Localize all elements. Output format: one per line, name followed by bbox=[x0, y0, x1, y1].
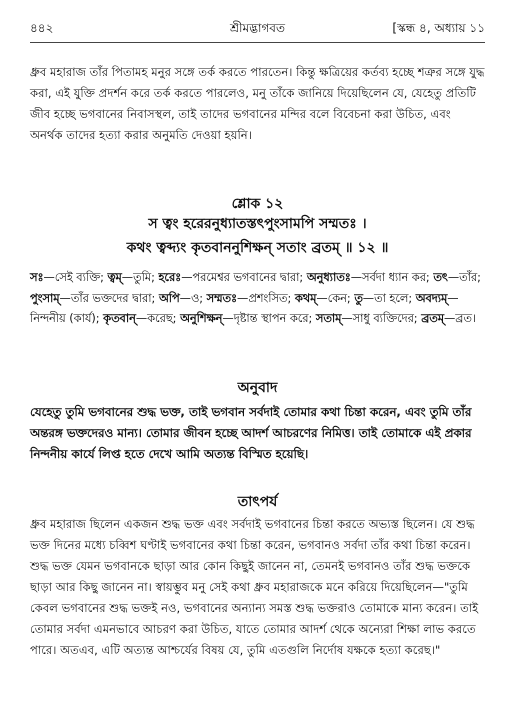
synonym-word: ব্রতম্ bbox=[421, 312, 444, 325]
verse-line: স ত্বং হরেরনুধ্যাতস্তৎপুংসামপি সম্মতঃ । bbox=[148, 216, 367, 232]
synonym-meaning: —সাধু ব্যক্তিদের; bbox=[341, 312, 422, 325]
section-reference: [স্কন্ধ ৪, অধ্যায় ১১ bbox=[392, 21, 485, 35]
translation-paragraph: যেহেতু তুমি ভগবানের শুদ্ধ ভক্ত, তাই ভগবান সর্বদাই তোমার কথা চিন্তা করেন, এবং তুমি তাঁর অন্তরঙ্গ ভক্তদেরও মান্য। তোমার জীবন হচ্ছে আদর্শ আচরণের নিমিত্ত। তাই তোমাকে এই প্রকার নিন্দনীয় কার্যে লিপ্ত হতে দেখে আমি অত্যন্ত বিস্মিত হয়েছি। bbox=[30, 405, 472, 461]
synonym-meaning: —তাঁর; bbox=[447, 271, 481, 284]
synonym-meaning: —দৃষ্টান্ত স্থাপন করে; bbox=[222, 312, 316, 325]
verse-text bbox=[30, 212, 485, 260]
synonym-meaning: —পরমেশ্বর ভগবানের দ্বারা; bbox=[181, 271, 307, 284]
synonym-word: সঃ bbox=[30, 271, 44, 284]
synonym-word: অনুধ্যাতঃ bbox=[306, 271, 351, 284]
intro-paragraph: ধ্রুব মহারাজ তাঁর পিতামহ মনুর সঙ্গে তর্ক করতে পারতেন। কিন্তু ক্ষত্রিয়ের কর্তব্য হচ্ছে শত্রুর সঙ্গে যুদ্ধ করা, এই যুক্তি প্রদর্শন করে তর্ক করতে পারলেও, মনু তাঁকে জানিয়ে দিয়েছিলেন যে, যেহেতু প্রতিটি জীব হচ্ছে ভগবানের নিবাসস্থল, তাই তাদের ভগবানের মন্দির বলে বিবেচনা করা উচিত, এবং অনর্থক তাদের হত্যা করার অনুমতি দেওয়া হয়নি। bbox=[30, 65, 485, 142]
synonym-word: পুংসাম্ bbox=[30, 291, 60, 305]
book-title: শ্রীমদ্ভাগবত bbox=[229, 21, 285, 35]
synonym-meaning: —তাঁর ভক্তদের দ্বারা; bbox=[59, 291, 159, 305]
synonym-word: সম্মতঃ bbox=[206, 291, 238, 305]
synonym-word: কৃতবান্ bbox=[103, 312, 136, 325]
synonym-meaning: —নিন্দনীয় (কার্য); bbox=[30, 291, 459, 325]
verse-title: শ্লোক ১২ bbox=[231, 196, 284, 212]
synonym-meaning: —প্রশংসিত; bbox=[237, 291, 295, 305]
synonym-word: অপি bbox=[158, 291, 180, 305]
synonym-word: কথম্ bbox=[294, 291, 317, 305]
synonym-meaning: —কেন; bbox=[316, 291, 355, 305]
synonym-meaning: —ব্রত। bbox=[443, 312, 476, 325]
synonym-word: অনুশিক্ষন্ bbox=[180, 312, 223, 325]
synonym-meaning: —সর্বদা ধ্যান কর; bbox=[350, 271, 434, 284]
synonym-word: সতাম্ bbox=[315, 312, 342, 325]
synonym-word: তু bbox=[354, 291, 363, 305]
synonym-word: তৎ bbox=[433, 271, 448, 284]
synonym-word: ত্বম্ bbox=[107, 271, 122, 284]
synonyms-paragraph bbox=[30, 268, 485, 330]
purport-paragraph: ধ্রুব মহারাজ ছিলেন একজন শুদ্ধ ভক্ত এবং সর্বদাই ভগবানের চিন্তা করতে অভ্যস্ত ছিলেন। যে শুদ্ধ ভক্ত দিনের মধ্যে চব্বিশ ঘণ্টাই ভগবানের কথা চিন্তা করেন, ভগবানও সর্বদা তাঁর কথা চিন্তা করেন। শুদ্ধ ভক্ত যেমন ভগবানকে ছাড়া আর কোন কিছুই জানেন না, তেমনই ভগবানও তাঁর শুদ্ধ ভক্তকে ছাড়া আর কিছু জানেন না। স্বায়ম্ভুব মনু সেই কথা ধ্রুব মহারাজকে মনে করিয়ে দিয়েছিলেন—"তুমি কেবল ভগবানের শুদ্ধ ভক্তই নও, ভগবানের অন্যান্য সমস্ত শুদ্ধ ভক্তরাও তোমাকে মান্য করেন। তাই তোমার সর্বদা এমনভাবে আচরণ করা উচিত, যাতে তোমার আদর্শ থেকে অন্যেরা শিক্ষা লাভ করতে পারে। অতএব, এটি অত্যন্ত আশ্চর্যের বিষয় যে, তুমি এতগুলি নির্দোষ যক্ষকে হত্যা করেছ।" bbox=[30, 517, 479, 657]
synonym-meaning: —তা হলে; bbox=[362, 291, 416, 305]
header-rule bbox=[30, 42, 485, 43]
synonym-meaning: —ও; bbox=[179, 291, 207, 305]
synonym-word: অবদ্যম্ bbox=[415, 291, 448, 305]
synonym-meaning: —সেই ব্যক্তি; bbox=[43, 271, 108, 284]
synonym-meaning: —তুমি; bbox=[121, 271, 159, 284]
synonym-meaning: —করেছ; bbox=[135, 312, 181, 325]
translation-heading: অনুবাদ bbox=[237, 380, 278, 396]
verse-line: কথং ত্বব্দ্যং কৃতবাননুশিক্ষন্ সতাং ব্রতম্ ॥ ১২ ॥ bbox=[126, 240, 389, 256]
purport-heading: তাৎপর্য bbox=[237, 494, 278, 510]
page-number: ৪৪২ bbox=[30, 21, 54, 35]
synonym-word: হরেঃ bbox=[158, 271, 182, 284]
page-header bbox=[30, 20, 485, 40]
